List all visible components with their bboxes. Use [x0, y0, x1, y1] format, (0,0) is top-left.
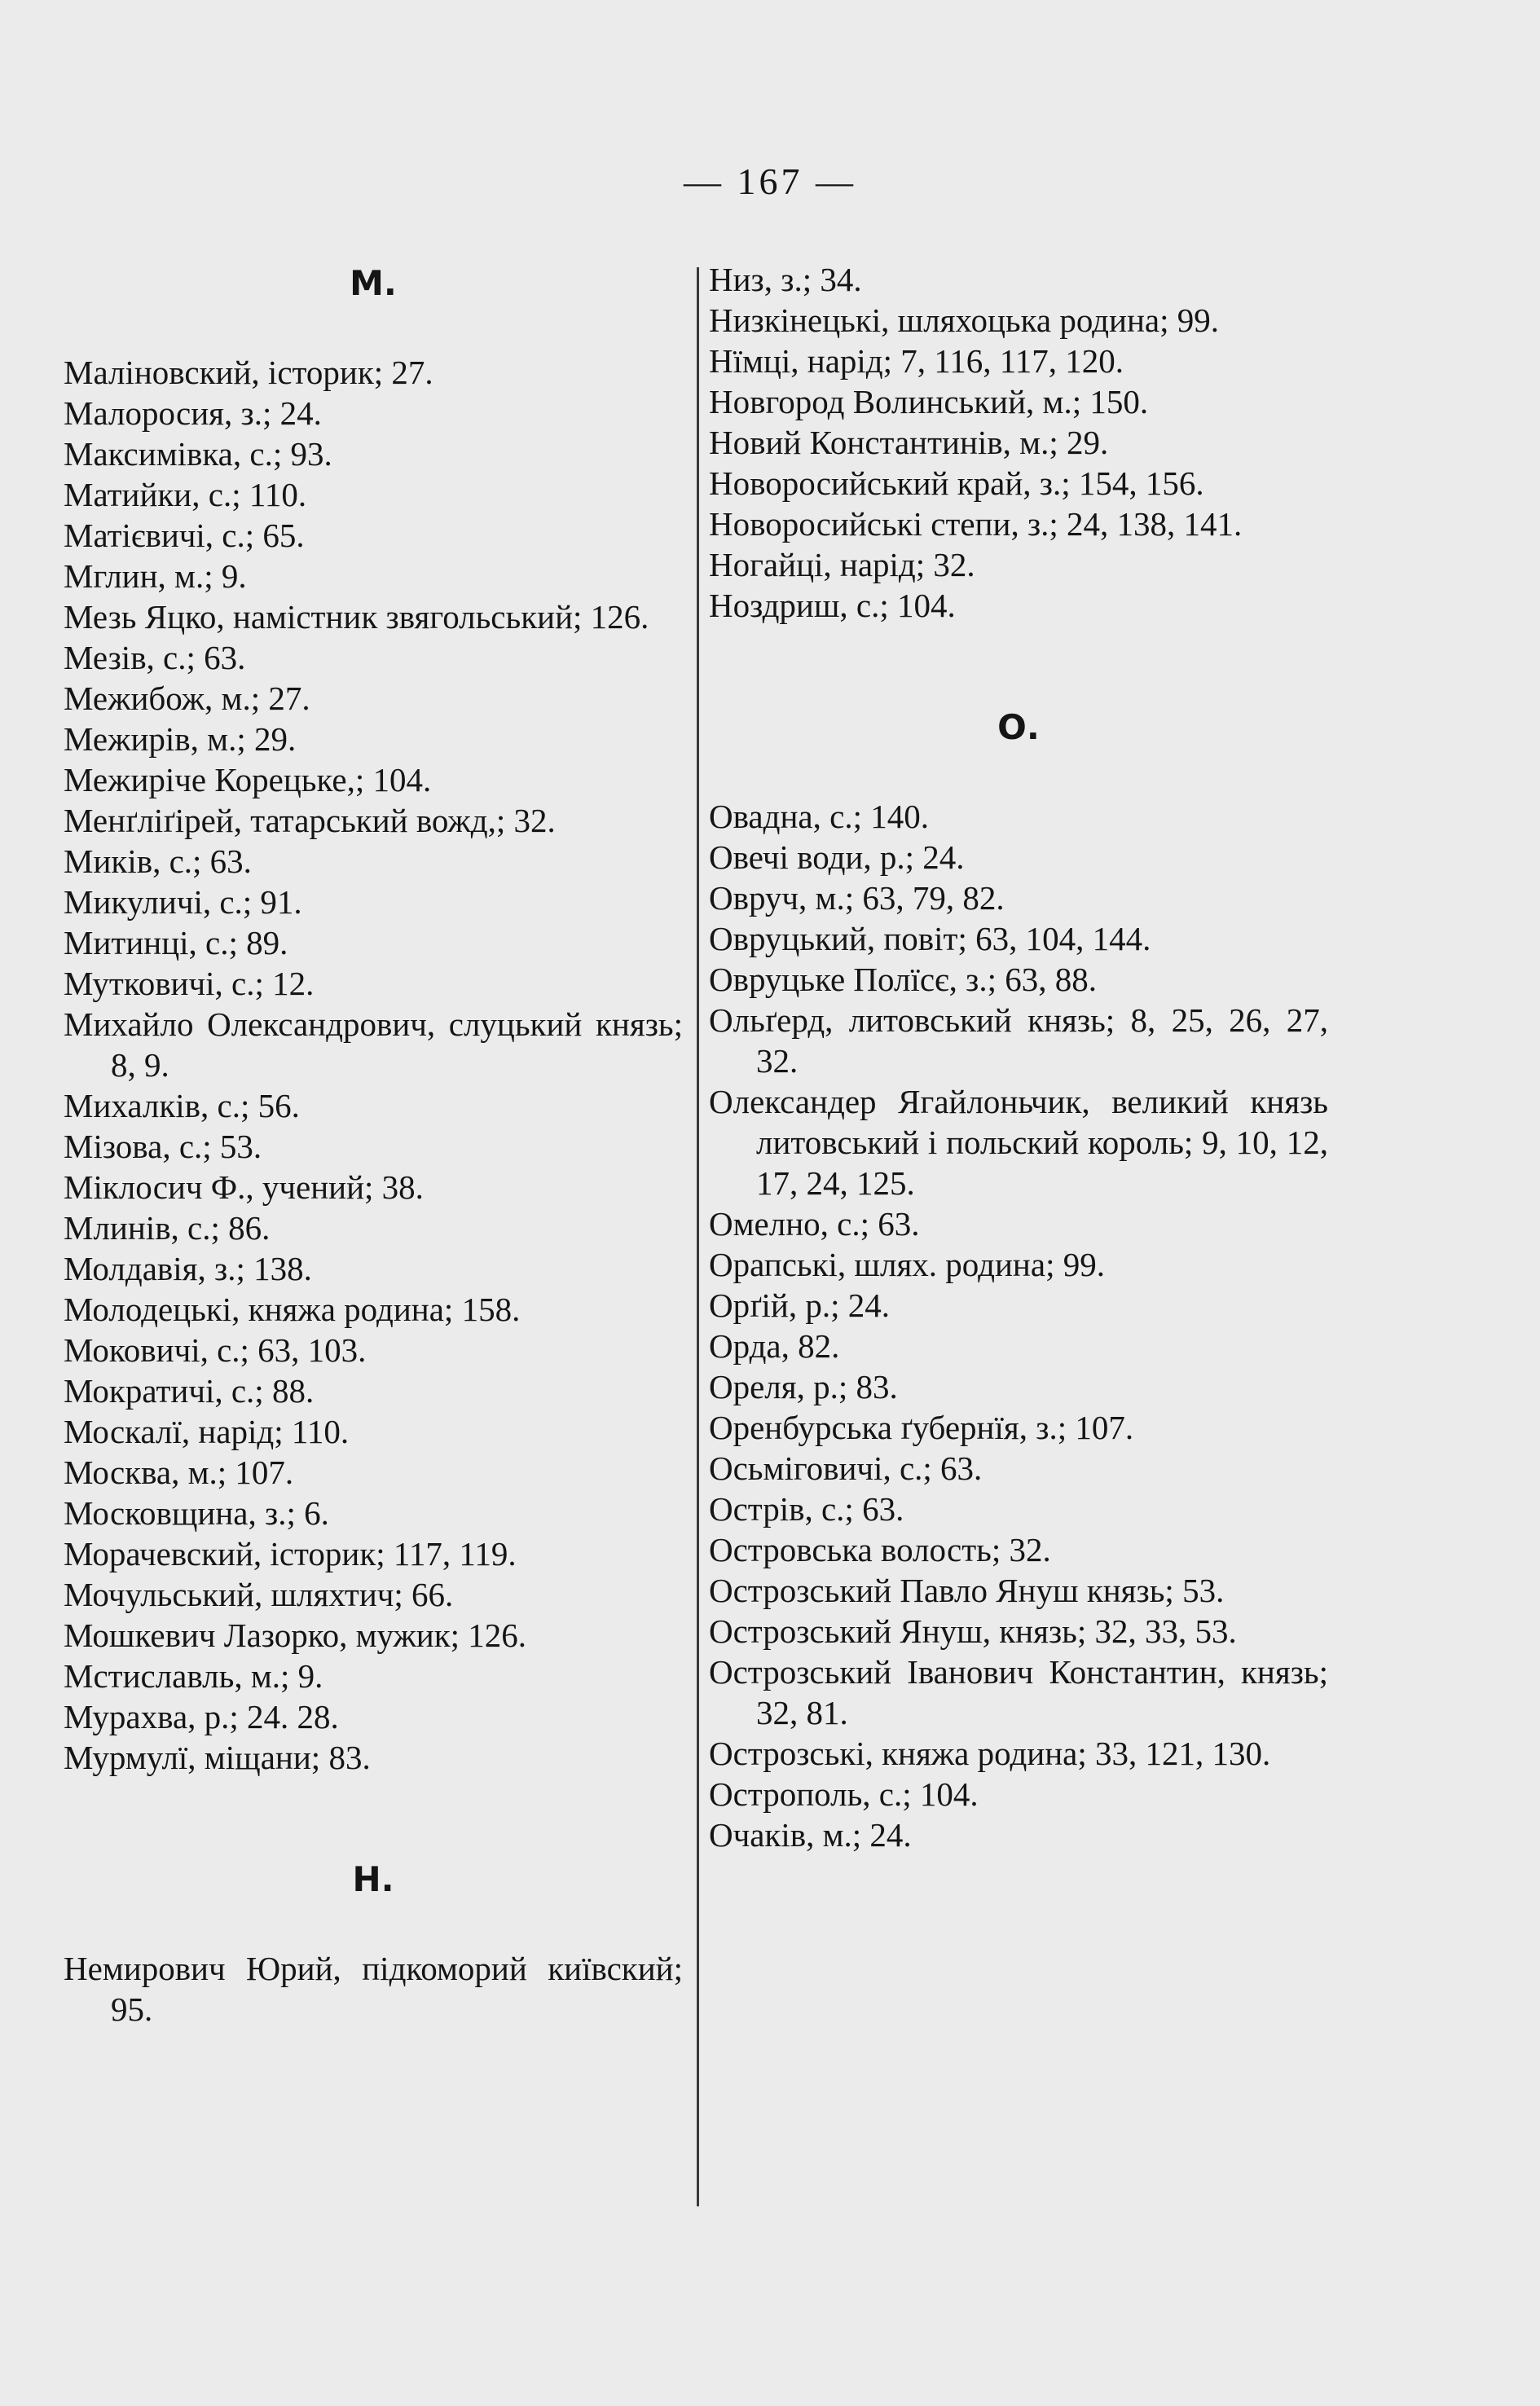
index-entry: Морачевский, історик; 117, 119.	[64, 1535, 517, 1572]
index-entry: Осьміговичі, с.; 63.	[709, 1449, 983, 1487]
index-entry: Межиріче Корецьке,; 104.	[64, 761, 432, 798]
index-entry: Млинів, с.; 86.	[64, 1209, 271, 1247]
index-entry: Острозський Іванович Константин, князь; 32, 81.	[709, 1653, 1328, 1731]
spacer	[64, 1778, 683, 1855]
index-entry: Острополь, с.; 104.	[709, 1775, 979, 1813]
index-entry: Нїмці, нарід; 7, 116, 117, 120.	[709, 342, 1124, 380]
index-entry: Омелно, с.; 63.	[709, 1205, 920, 1243]
index-entry: Мглин, м.; 9.	[64, 557, 247, 595]
index-entry: Мошкевич Лазорко, мужик; 126.	[64, 1616, 527, 1654]
index-entry: Митинці, с.; 89.	[64, 924, 288, 961]
index-entry: Овруцький, повіт; 63, 104, 144.	[709, 920, 1151, 957]
index-entry: Молодецькі, княжа родина; 158.	[64, 1291, 521, 1328]
index-entry: Ольґерд, литовський князь; 8, 25, 26, 27, 32.	[709, 1001, 1328, 1080]
index-entry: Москалї, нарід; 110.	[64, 1413, 350, 1450]
column-divider	[697, 267, 699, 2206]
index-entry: Очаків, м.; 24.	[709, 1816, 912, 1854]
index-entry: Оренбурська ґубернїя, з.; 107.	[709, 1409, 1134, 1446]
spacer	[709, 626, 1328, 703]
index-entry: Межирів, м.; 29.	[64, 720, 297, 758]
index-entry: Новоросийські степи, з.; 24, 138, 141.	[709, 505, 1243, 543]
index-entry: Моковичі, с.; 63, 103.	[64, 1331, 367, 1369]
index-entry: Микуличі, с.; 91.	[64, 883, 302, 921]
spacer	[64, 1904, 683, 1948]
index-entry: Овруч, м.; 63, 79, 82.	[709, 879, 1005, 917]
index-entry: Мізова, с.; 53.	[64, 1128, 262, 1165]
index-entry: Малоросия, з.; 24.	[64, 394, 322, 432]
index-entry: Мократичі, с.; 88.	[64, 1372, 315, 1410]
index-entry: Новоросийський край, з.; 154, 156.	[709, 464, 1204, 502]
index-entry: Овруцьке Полїсє, з.; 63, 88.	[709, 961, 1097, 998]
index-entry: Межибож, м.; 27.	[64, 680, 310, 717]
index-entry: Максимівка, с.; 93.	[64, 435, 332, 473]
page-number: — 167 —	[684, 161, 856, 202]
index-entry: Овечі води, р.; 24.	[709, 838, 965, 876]
index-entry: Ногайці, нарід; 32.	[709, 546, 975, 583]
section-letter-o: О.	[997, 707, 1040, 747]
index-entry: Ноздриш, с.; 104.	[709, 587, 956, 624]
index-entry: Острів, с.; 63.	[709, 1490, 904, 1528]
index-entry: Мутковичі, с.; 12.	[64, 965, 315, 1002]
index-entry: Михайло Олександрович, слуцький князь; 8, 9.	[64, 1005, 683, 1084]
index-entry: Мстиславль, м.; 9.	[64, 1657, 323, 1695]
left-column	[64, 259, 683, 2030]
spacer	[709, 752, 1328, 796]
right-column	[709, 259, 1328, 1855]
index-entry: Матієвичі, с.; 65.	[64, 517, 305, 554]
index-entry: Низкінецькі, шляхоцька родина; 99.	[709, 301, 1220, 339]
index-entry: Матийки, с.; 110.	[64, 476, 307, 513]
index-entry: Новий Константинів, м.; 29.	[709, 424, 1109, 461]
entries-n-right	[709, 259, 1328, 626]
index-entry: Островська волость; 32.	[709, 1531, 1051, 1568]
entries-m	[64, 352, 683, 1778]
index-entry: Олександер Ягайлоньчик, великий князь литовський і польский король; 9, 10, 12, 17, 24, 125.	[709, 1083, 1328, 1202]
index-entry: Орда, 82.	[709, 1327, 840, 1365]
index-entry: Миків, с.; 63.	[64, 842, 252, 880]
index-entry: Михалків, с.; 56.	[64, 1087, 300, 1124]
index-entry: Мочульський, шляхтич; 66.	[64, 1576, 454, 1613]
index-entry: Мурахва, р.; 24. 28.	[64, 1698, 339, 1735]
entries-o	[709, 796, 1328, 1855]
section-letter-m: М.	[350, 263, 397, 303]
index-entry: Міклосич Ф., учений; 38.	[64, 1168, 424, 1206]
index-entry: Немирович Юрий, підкоморий київский; 95.	[64, 1950, 683, 2028]
index-entry: Низ, з.; 34.	[709, 261, 862, 298]
index-entry: Острозський Павло Януш князь; 53.	[709, 1572, 1225, 1609]
index-entry: Молдавія, з.; 138.	[64, 1250, 312, 1287]
index-entry: Орапські, шлях. родина; 99.	[709, 1246, 1105, 1283]
spacer	[64, 308, 683, 352]
section-letter-n: Н.	[352, 1859, 394, 1899]
index-entry: Москва, м.; 107.	[64, 1454, 294, 1491]
index-entry: Орґій, р.; 24.	[709, 1287, 890, 1324]
index-entry: Ореля, р.; 83.	[709, 1368, 898, 1405]
index-entry: Маліновский, історик; 27.	[64, 354, 433, 391]
entries-n-left	[64, 1948, 683, 2030]
index-entry: Овадна, с.; 140.	[709, 798, 929, 835]
index-entry: Острозський Януш, князь; 32, 33, 53.	[709, 1612, 1237, 1650]
index-entry: Новгород Волинський, м.; 150.	[709, 383, 1149, 420]
index-entry: Острозські, княжа родина; 33, 121, 130.	[709, 1735, 1271, 1772]
index-entry: Мезь Яцко, намістник звягольський; 126.	[64, 598, 649, 636]
index-entry: Мурмулї, міщани; 83.	[64, 1739, 371, 1776]
index-entry: Менґліґірей, татарський вожд,; 32.	[64, 802, 556, 839]
index-entry: Московщина, з.; 6.	[64, 1494, 329, 1532]
index-entry: Мезів, с.; 63.	[64, 639, 246, 676]
